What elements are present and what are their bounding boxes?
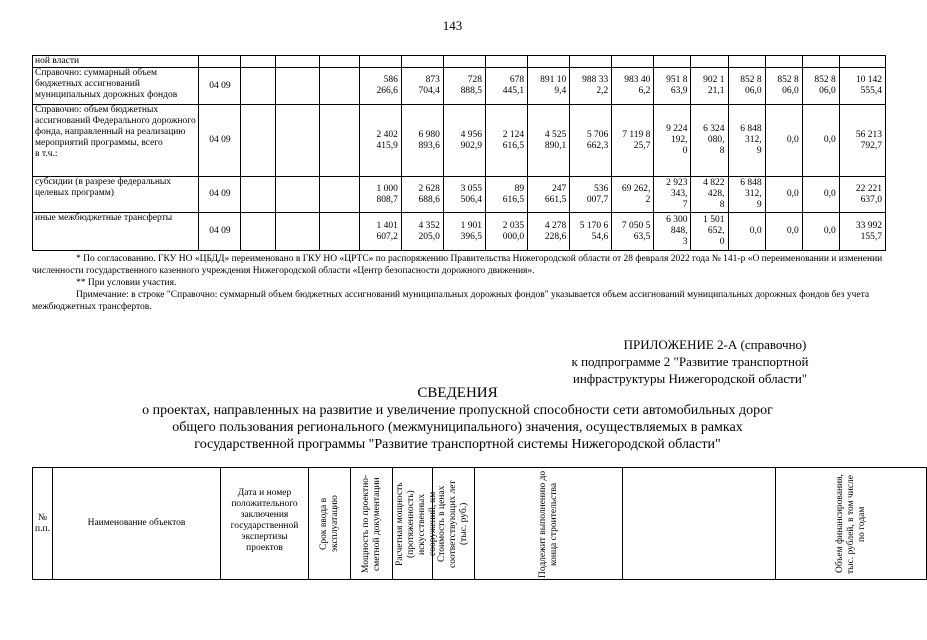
value-cell: 6 324 080, 8 bbox=[691, 105, 728, 177]
value-cell: 4 822 428, 8 bbox=[691, 177, 728, 213]
empty-cell bbox=[319, 105, 359, 177]
value-cell bbox=[839, 56, 885, 68]
value-cell: 0,0 bbox=[765, 177, 802, 213]
value-cell: 7 119 8 25,7 bbox=[612, 105, 654, 177]
value-cell: 983 40 6,2 bbox=[612, 68, 654, 105]
header-num: № п.п. bbox=[33, 468, 53, 580]
value-cell bbox=[570, 56, 612, 68]
value-cell bbox=[654, 56, 691, 68]
value-cell: 1 401 607,2 bbox=[359, 213, 401, 251]
table-row bbox=[33, 105, 886, 177]
row-label: субсидии (в разрезе федеральных целевых программ) bbox=[33, 177, 199, 213]
table-row bbox=[33, 68, 886, 105]
value-cell: 951 8 63,9 bbox=[654, 68, 691, 105]
value-cell: 536 007,7 bbox=[570, 177, 612, 213]
value-cell: 0,0 bbox=[802, 213, 839, 251]
title-line-3: государственной программы "Развитие транспортной системы Нижегородской области" bbox=[194, 437, 721, 452]
value-cell: 852 8 06,0 bbox=[765, 68, 802, 105]
value-cell: 0,0 bbox=[802, 105, 839, 177]
value-cell bbox=[691, 56, 728, 68]
empty-cell bbox=[275, 68, 319, 105]
value-cell: 0,0 bbox=[802, 177, 839, 213]
header-remaining: Подлежит выполнению до конца строительства bbox=[475, 468, 623, 580]
empty-cell bbox=[241, 213, 275, 251]
value-cell: 2 628 688,6 bbox=[401, 177, 443, 213]
value-cell: 0,0 bbox=[765, 105, 802, 177]
header-empty bbox=[623, 468, 776, 580]
row-label: ной власти bbox=[33, 56, 199, 68]
value-cell: 2 124 616,5 bbox=[486, 105, 528, 177]
document-title bbox=[60, 385, 855, 453]
value-cell bbox=[728, 56, 765, 68]
row-label: Справочно: объем бюджетных ассигнований Федерального дорожного фонда, направленный на реализацию мероприятий программы, всего в т.ч.: bbox=[33, 105, 199, 177]
row-label: Справочно: суммарный объем бюджетных ассигнований муниципальных дорожных фондов bbox=[33, 68, 199, 105]
value-cell bbox=[486, 56, 528, 68]
footnote-2: ** При условии участия. bbox=[76, 278, 177, 288]
value-cell: 891 10 9,4 bbox=[528, 68, 570, 105]
value-cell: 6 848 312, 9 bbox=[728, 105, 765, 177]
value-cell: 4 525 890,1 bbox=[528, 105, 570, 177]
value-cell bbox=[443, 56, 485, 68]
budget-table bbox=[32, 55, 886, 251]
header-date: Дата и номер положительного заключения государственной экспертизы проектов bbox=[221, 468, 309, 580]
value-cell: 2 402 415,9 bbox=[359, 105, 401, 177]
value-cell: 0,0 bbox=[728, 213, 765, 251]
value-cell: 33 992 155,7 bbox=[839, 213, 885, 251]
appendix-line-1: ПРИЛОЖЕНИЕ 2-А (справочно) bbox=[623, 337, 807, 352]
value-cell bbox=[528, 56, 570, 68]
value-cell: 0,0 bbox=[765, 213, 802, 251]
value-cell: 988 33 2,2 bbox=[570, 68, 612, 105]
value-cell: 69 262, 2 bbox=[612, 177, 654, 213]
table-row bbox=[33, 56, 886, 68]
projects-table bbox=[32, 467, 927, 580]
value-cell: 4 352 205,0 bbox=[401, 213, 443, 251]
value-cell: 852 8 06,0 bbox=[728, 68, 765, 105]
header-capacity: Мощность по проектно-сметной документации bbox=[351, 468, 393, 580]
title-line-1: о проектах, направленных на развитие и увеличение пропускной способности сети автомобильных дорог bbox=[142, 403, 773, 418]
empty-cell bbox=[319, 56, 359, 68]
header-term: Срок ввода в эксплуатацию bbox=[309, 468, 351, 580]
value-cell: 902 1 21,1 bbox=[691, 68, 728, 105]
table-row bbox=[33, 213, 886, 251]
budget-code bbox=[199, 56, 241, 68]
budget-code: 04 09 bbox=[199, 213, 241, 251]
empty-cell bbox=[241, 105, 275, 177]
value-cell: 1 901 396,5 bbox=[443, 213, 485, 251]
header-cost: Стоимость в ценах соответствующих лет (тыс. руб.) bbox=[433, 468, 475, 580]
empty-cell bbox=[241, 177, 275, 213]
table-row bbox=[33, 177, 886, 213]
value-cell: 5 706 662,3 bbox=[570, 105, 612, 177]
value-cell: 7 050 5 63,5 bbox=[612, 213, 654, 251]
value-cell: 6 980 893,6 bbox=[401, 105, 443, 177]
title-line-2: общего пользования регионального (межмуниципального) значения, осуществляемых в рамках bbox=[172, 420, 743, 435]
value-cell bbox=[401, 56, 443, 68]
value-cell bbox=[359, 56, 401, 68]
footnotes bbox=[32, 253, 886, 313]
value-cell: 1 501 652, 0 bbox=[691, 213, 728, 251]
value-cell: 3 055 506,4 bbox=[443, 177, 485, 213]
value-cell: 4 956 902,9 bbox=[443, 105, 485, 177]
value-cell bbox=[765, 56, 802, 68]
value-cell: 586 266,6 bbox=[359, 68, 401, 105]
value-cell: 89 616,5 bbox=[486, 177, 528, 213]
header-calc: Расчетная мощность (протяженность) искусственных сооружений, км bbox=[393, 468, 433, 580]
title-heading: СВЕДЕНИЯ bbox=[417, 385, 498, 401]
appendix-line-3: инфраструктуры Нижегородской области" bbox=[572, 371, 808, 386]
appendix-header bbox=[540, 336, 840, 387]
row-label: иные межбюджетные трансферты bbox=[33, 213, 199, 251]
value-cell: 22 221 637,0 bbox=[839, 177, 885, 213]
value-cell bbox=[612, 56, 654, 68]
value-cell: 56 213 792,7 bbox=[839, 105, 885, 177]
value-cell: 247 661,5 bbox=[528, 177, 570, 213]
appendix-line-2: к подпрограмме 2 "Развитие транспортной bbox=[571, 354, 809, 369]
value-cell: 6 848 312, 9 bbox=[728, 177, 765, 213]
value-cell: 852 8 06,0 bbox=[802, 68, 839, 105]
budget-code: 04 09 bbox=[199, 68, 241, 105]
value-cell: 9 224 192, 0 bbox=[654, 105, 691, 177]
value-cell: 5 170 6 54,6 bbox=[570, 213, 612, 251]
header-financing: Объем финансирования, тыс. рублей, в том числе по годам bbox=[776, 468, 927, 580]
value-cell: 6 300 848, 3 bbox=[654, 213, 691, 251]
empty-cell bbox=[319, 177, 359, 213]
empty-cell bbox=[241, 56, 275, 68]
budget-code: 04 09 bbox=[199, 177, 241, 213]
empty-cell bbox=[275, 56, 319, 68]
empty-cell bbox=[319, 68, 359, 105]
footnote-1: * По согласованию. ГКУ НО «ЦБДД» переименовано в ГКУ НО «ЦРТС» по распоряжению Правительства Нижегородской области от 28 февраля 2022 года № 141-р «О переименовании и изменении численности государственного казенного учреждения Нижегородской области «Центр безопасности дорожного движения». bbox=[32, 254, 883, 276]
value-cell bbox=[802, 56, 839, 68]
empty-cell bbox=[275, 213, 319, 251]
empty-cell bbox=[319, 213, 359, 251]
header-name: Наименование объектов bbox=[53, 468, 221, 580]
value-cell: 1 000 808,7 bbox=[359, 177, 401, 213]
value-cell: 678 445,1 bbox=[486, 68, 528, 105]
value-cell: 10 142 555,4 bbox=[839, 68, 885, 105]
page-number: 143 bbox=[442, 18, 463, 33]
value-cell: 4 278 228,6 bbox=[528, 213, 570, 251]
budget-code: 04 09 bbox=[199, 105, 241, 177]
footnote-note: Примечание: в строке "Справочно: суммарный объем бюджетных ассигнований муниципальных дорожных фондов" указывается объем ассигнований муниципальных дорожных фондов без учета межбюджетных трансфертов. bbox=[32, 290, 870, 312]
empty-cell bbox=[275, 105, 319, 177]
empty-cell bbox=[275, 177, 319, 213]
value-cell: 873 704,4 bbox=[401, 68, 443, 105]
value-cell: 2 923 343, 7 bbox=[654, 177, 691, 213]
value-cell: 728 888,5 bbox=[443, 68, 485, 105]
empty-cell bbox=[241, 68, 275, 105]
value-cell: 2 035 000,0 bbox=[486, 213, 528, 251]
